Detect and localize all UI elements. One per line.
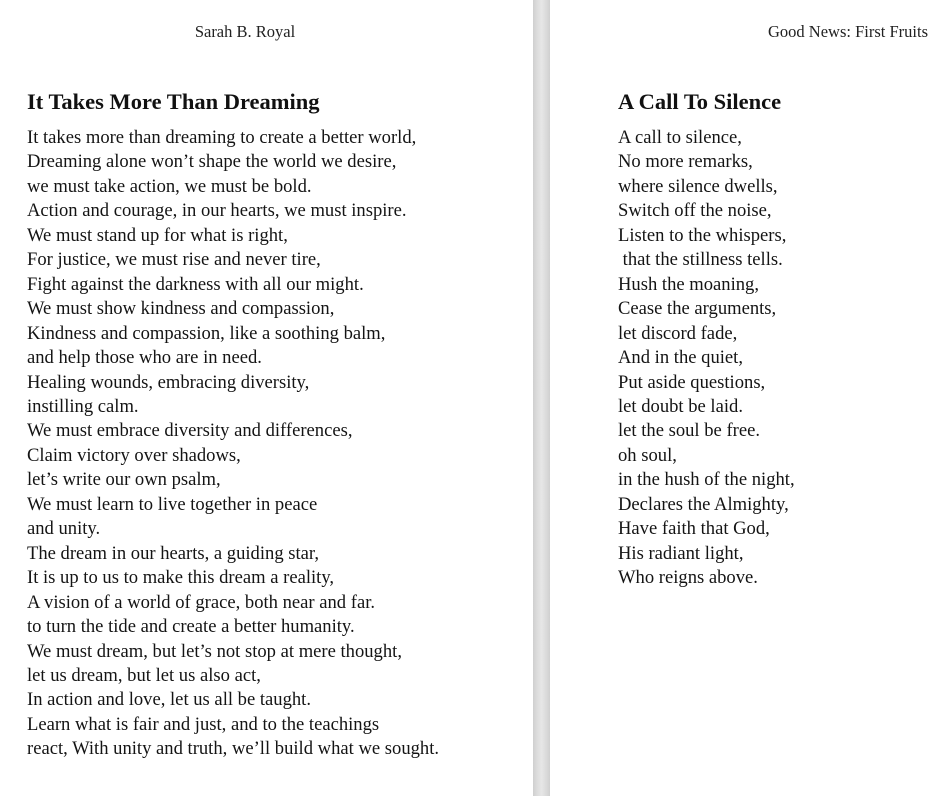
poem-line: that the stillness tells. [618, 249, 783, 271]
running-header-book-title: Good News: First Fruits [768, 22, 928, 41]
poem-line: Put aside questions, [618, 371, 766, 393]
poem-line: Action and courage, in our hearts, we must inspire. [27, 200, 407, 222]
poem-line: let us dream, but let us also act, [27, 664, 261, 686]
poem-title: A Call To Silence [618, 89, 782, 114]
poem-line: Dreaming alone won’t shape the world we desire, [27, 151, 397, 173]
poem-line: It is up to us to make this dream a reality, [27, 567, 335, 589]
poem-body [618, 126, 938, 591]
poem-line: The dream in our hearts, a guiding star, [27, 542, 320, 564]
poem-line: A call to silence, [618, 127, 742, 148]
poem-line: Kindness and compassion, like a soothing balm, [27, 322, 386, 344]
poem-line: react, With unity and truth, we’ll build what we sought. [27, 738, 440, 760]
poem-line: Hush the moaning, [618, 273, 759, 295]
poem-line: Switch off the noise, [618, 200, 772, 222]
poem-line: A vision of a world of grace, both near and far. [27, 591, 376, 613]
poem-line: instilling calm. [27, 395, 139, 417]
poem-line: oh soul, [618, 444, 677, 466]
poem-line: We must learn to live together in peace [27, 493, 318, 515]
poem-line: His radiant light, [618, 542, 744, 564]
running-header-author: Sarah B. Royal [194, 22, 296, 41]
poem-title: It Takes More Than Dreaming [27, 89, 320, 114]
poem-line: let discord fade, [618, 322, 738, 344]
poem-line: And in the quiet, [618, 347, 743, 369]
poem-line: in the hush of the night, [618, 469, 795, 491]
poem-line: and unity. [27, 518, 101, 540]
poem-line: Have faith that God, [618, 518, 770, 540]
poem-line: let’s write our own psalm, [27, 469, 221, 491]
poem-line: Fight against the darkness with all our might. [27, 273, 364, 295]
poem-line: Healing wounds, embracing diversity, [27, 371, 310, 393]
poem-line: let the soul be free. [618, 420, 760, 442]
right-page [550, 0, 942, 796]
poem-line: In action and love, let us all be taught. [27, 689, 311, 711]
poem-line: we must take action, we must be bold. [27, 175, 312, 197]
poem-line: Who reigns above. [618, 567, 758, 589]
poem-line: Learn what is fair and just, and to the teachings [27, 713, 380, 735]
poem-line: We must dream, but let’s not stop at mere thought, [27, 640, 402, 662]
poem-line: Claim victory over shadows, [27, 444, 241, 466]
poem-line: Cease the arguments, [618, 298, 777, 320]
poem-line: It takes more than dreaming to create a better world, [27, 127, 417, 148]
poem-body [27, 126, 475, 762]
poem-line: Declares the Almighty, [618, 493, 789, 515]
poem-line: where silence dwells, [618, 175, 778, 197]
poem-line: We must embrace diversity and differences, [27, 420, 353, 442]
poem-line: to turn the tide and create a better humanity. [27, 616, 355, 638]
poem-line: and help those who are in need. [27, 347, 262, 369]
page-gutter [533, 0, 550, 796]
poem-line: let doubt be laid. [618, 395, 743, 417]
poem-line: We must stand up for what is right, [27, 224, 288, 246]
poem-line: Listen to the whispers, [618, 224, 787, 246]
poem-line: For justice, we must rise and never tire, [27, 249, 321, 271]
poem-line: We must show kindness and compassion, [27, 298, 335, 320]
poem-line: No more remarks, [618, 151, 753, 173]
